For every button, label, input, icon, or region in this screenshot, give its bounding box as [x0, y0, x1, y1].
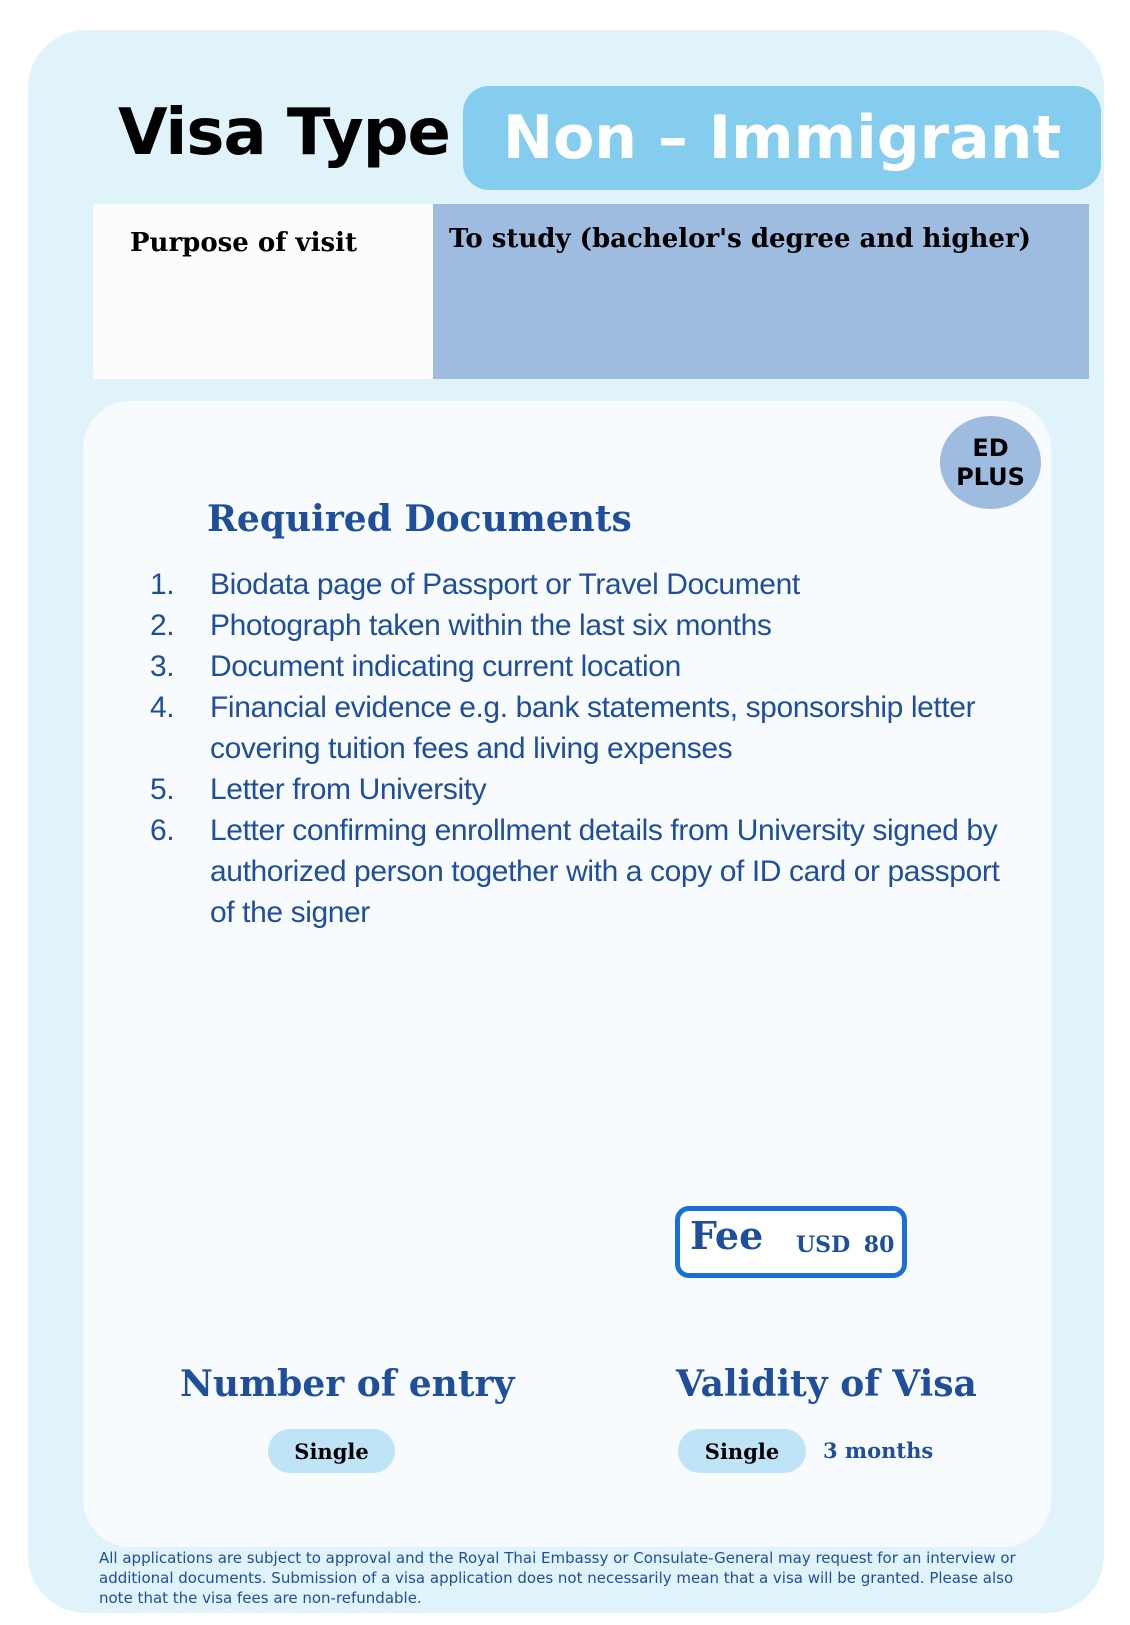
entry-value-pill: Single: [268, 1429, 395, 1473]
list-item-text: Letter confirming enrollment details from University signed by authorized person together with a copy of ID card or passport of the signer: [210, 814, 1000, 929]
list-item: [150, 646, 1030, 687]
list-item: [150, 769, 1030, 810]
list-item-text: Financial evidence e.g. bank statements, sponsorship letter covering tuition fees and living expenses: [210, 691, 976, 765]
list-item-number: 4.: [150, 691, 175, 724]
list-item: [150, 605, 1030, 646]
visa-type-pill: [463, 86, 1101, 190]
purpose-value: To study (bachelor's degree and higher): [449, 224, 1031, 254]
list-item-number: 1.: [150, 568, 175, 601]
list-item-text: Document indicating current location: [210, 650, 681, 683]
visa-type-value: Non – Immigrant: [502, 103, 1062, 173]
validity-of-visa-title: Validity of Visa: [676, 1363, 977, 1405]
list-item-number: 2.: [150, 609, 175, 642]
disclaimer-text: All applications are subject to approval and the Royal Thai Embassy or Consulate-General may request for an interview or additional documents. Submission of a visa application does not necessarily mean that a visa will be granted. Please also note that the visa fees are non-refundable.: [99, 1549, 1016, 1607]
visa-type-label: Visa Type: [118, 96, 450, 170]
list-item-text: Biodata page of Passport or Travel Document: [210, 568, 800, 601]
list-item: [150, 687, 1030, 769]
list-item-text: Letter from University: [210, 773, 487, 806]
list-item-number: 6.: [150, 814, 175, 847]
fee-value: USD 80: [796, 1232, 895, 1258]
purpose-label-cell: [93, 204, 433, 379]
fee-box: [675, 1206, 907, 1278]
list-item-number: 5.: [150, 773, 175, 806]
badge-line-1: ED: [972, 433, 1009, 462]
list-item-number: 3.: [150, 650, 175, 683]
ed-plus-badge: [940, 416, 1041, 509]
fee-label: Fee: [690, 1213, 764, 1258]
purpose-value-cell: [433, 204, 1089, 379]
validity-entry-pill: Single: [678, 1429, 806, 1473]
number-of-entry-title: Number of entry: [180, 1363, 515, 1405]
badge-line-2: PLUS: [956, 462, 1025, 491]
required-documents-title: Required Documents: [207, 498, 632, 540]
list-item-text: Photograph taken within the last six months: [210, 609, 772, 642]
purpose-label: Purpose of visit: [130, 228, 357, 258]
list-item: [150, 564, 1030, 605]
required-documents-list: [150, 564, 1030, 933]
validity-duration: 3 months: [823, 1438, 934, 1463]
list-item: [150, 810, 1030, 933]
